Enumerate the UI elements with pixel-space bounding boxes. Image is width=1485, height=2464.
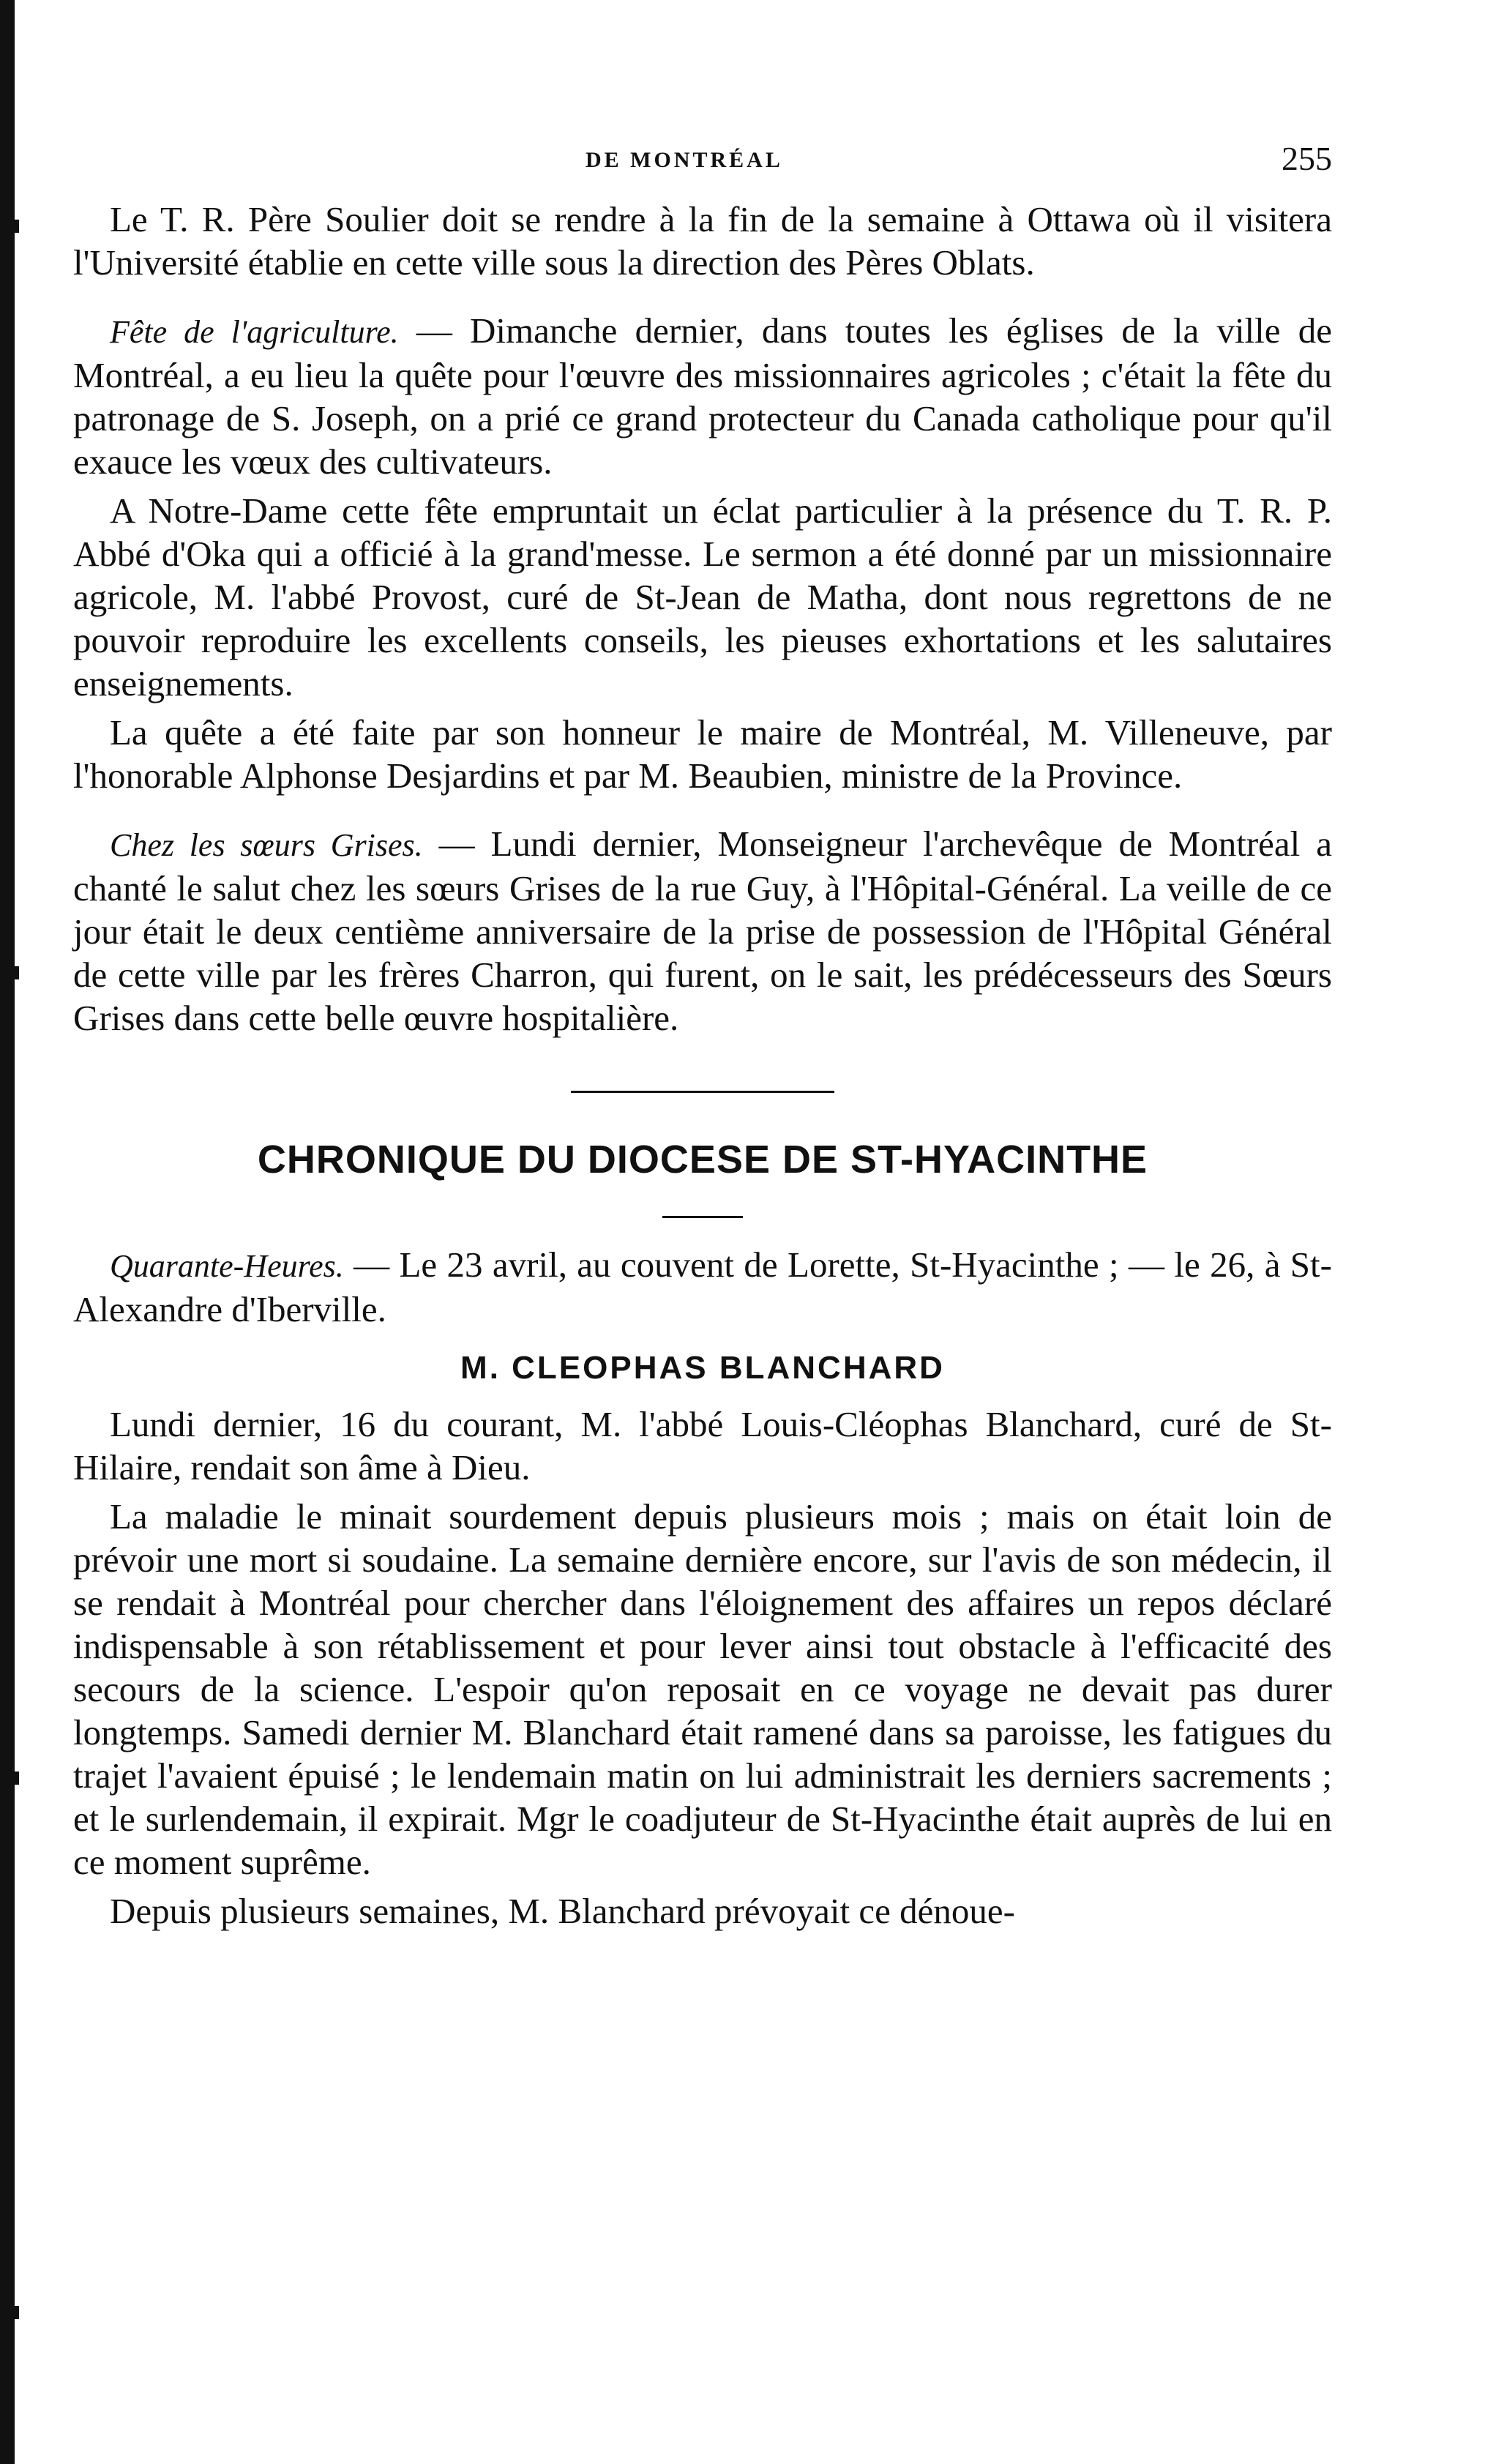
paragraph-text: La quête a été faite par son honneur le maire de Montréal, M. Villeneuve, par l'honorable Alphonse Desjardins et par M. Beaubien, ministre de la Province. [73,712,1332,796]
paragraph-text: Lundi dernier, 16 du courant, M. l'abbé Louis-Cléophas Blanchard, curé de St-Hilaire, rendait son âme à Dieu. [73,1404,1332,1487]
title-rule [662,1216,743,1218]
obituary-paragraph [73,1889,1332,1933]
obituary-paragraph [73,1495,1332,1884]
paragraph-lead: Quarante-Heures. [110,1248,344,1284]
news-paragraph [73,309,1332,483]
obituary-title: M. CLEOPHAS BLANCHARD [460,1350,945,1386]
paragraph-lead: Fête de l'agriculture. [110,314,399,350]
running-header [73,132,1332,198]
quarante-heures-paragraph [73,1243,1332,1331]
page-number: 255 [1282,140,1332,177]
paragraph-text: La maladie le minait sourdement depuis plusieurs mois ; mais on était loin de prévoir une mort si soudaine. La semaine dernière encore, sur l'avis de son médecin, il se rendait à Montréal pour chercher dans l'éloignement des affaires un repos déclaré indispensable à son rétablissement et pour lever ainsi tout obstacle à l'efficacité des secours de la science. L'espoir qu'on reposait en ce voyage ne devait pas durer longtemps. Samedi dernier M. Blanchard était ramené dans sa paroisse, les fatigues du trajet l'avaient épuisé ; le lendemain matin on lui administrait les derniers sacrements ; et le surlendemain, il expirait. Mgr le coadjuteur de St-Hyacinthe était auprès de lui en ce moment suprême. [73,1496,1332,1882]
paragraph-text: Depuis plusieurs semaines, M. Blanchard prévoyait ce dénoue- [110,1891,1015,1931]
binding-notch [0,220,19,233]
paragraph-text: — Dimanche dernier, dans toutes les églises de la ville de Montréal, a eu lieu la quête pour l'œuvre des missionnaires agricoles ; c'était la fête du patronage de S. Joseph, on a prié ce grand protecteur du Canada catholique pour qu'il exauce les vœux des cultivateurs. [73,310,1333,482]
binding-notch [0,1772,19,1785]
running-title: DE MONTRÉAL [586,148,783,172]
section-title: CHRONIQUE DU DIOCESE DE ST-HYACINTHE [257,1138,1148,1181]
news-paragraph [73,198,1332,284]
paragraph-lead: Chez les sœurs Grises. [110,827,423,863]
paragraph-text: — Lundi dernier, Monseigneur l'archevêque de Montréal a chanté le salut chez les sœurs Grises de la rue Guy, à l'Hôpital-Général. La veille de ce jour était le deux centième anniversaire de la prise de possession de l'Hôpital Général de cette ville par les frères Charron, qui furent, on le sait, les prédécesseurs des Sœurs Grises dans cette belle œuvre hospitalière. [73,824,1332,1038]
binding-notch [0,2306,19,2319]
paragraph-text: A Notre-Dame cette fête empruntait un éclat particulier à la présence du T. R. P. Abbé d'Oka qui a officié à la grand'messe. Le sermon a été donné par un missionnaire agricole, M. l'abbé Provost, curé de St-Jean de Matha, dont nous regrettons de ne pouvoir reproduire les excellents conseils, les pieuses exhortations et les salutaires enseignements. [73,490,1332,703]
paragraph-text: Le T. R. Père Soulier doit se rendre à la fin de la semaine à Ottawa où il visitera l'Université établie en cette ville sous la direction des Pères Oblats. [73,199,1332,283]
binding-notch [0,966,19,979]
news-paragraph [73,489,1332,705]
obituary-paragraph [73,1403,1332,1489]
book-binding-edge [0,0,15,2464]
paragraph-text: — Le 23 avril, au couvent de Lorette, St-Hyacinthe ; — le 26, à St-Alexandre d'Iberville. [73,1244,1332,1329]
section-divider [571,1091,834,1093]
news-paragraph [73,711,1332,797]
news-paragraph [73,822,1332,1039]
book-page [73,132,1332,1938]
